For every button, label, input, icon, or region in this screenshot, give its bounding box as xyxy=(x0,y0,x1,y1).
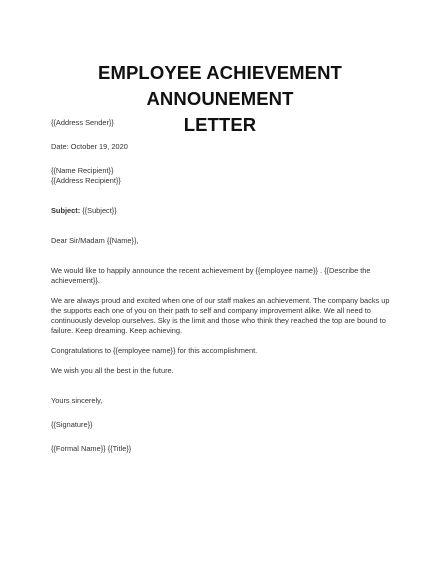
signature: {{Signature}} xyxy=(51,420,93,429)
paragraph-3: Congratulations to {{employee name}} for this accomplishment. xyxy=(51,346,258,355)
paragraph-2: We are always proud and excited when one of our staff makes an achievement. The company backs up the supports each one of you on their path to self and company improvement alike. We all need to continuously develop ourselves. Sky is the limit and those who think they reached the top are bound to failure. Keep dreaming. Keep achieving. xyxy=(51,296,390,335)
salutation: Dear Sir/Madam {{Name}}, xyxy=(51,236,139,245)
letter-body xyxy=(51,118,396,454)
subject-label: Subject: xyxy=(51,206,81,215)
title-line-1: EMPLOYEE ACHIEVEMENT ANNOUNEMENT xyxy=(98,62,342,109)
closing: Yours sincerely, xyxy=(51,396,103,405)
subject-line xyxy=(51,206,396,216)
letter-date: Date: October 19, 2020 xyxy=(51,142,128,151)
address-recipient: {{Address Recipient}} xyxy=(51,176,121,185)
subject-value: {{Subject}} xyxy=(80,206,117,215)
title-line-2: LETTER xyxy=(183,114,257,135)
paragraph-4: We wish you all the best in the future. xyxy=(51,366,174,375)
paragraph-1: We would like to happily announce the recent achievement by {{employee name}} . {{Describe the achievement}}. xyxy=(51,266,371,285)
name-recipient: {{Name Recipient}} xyxy=(51,166,114,175)
address-sender: {{Address Sender}} xyxy=(51,118,114,127)
formal-name-title: {{Formal Name}} {{Title}} xyxy=(51,444,132,453)
